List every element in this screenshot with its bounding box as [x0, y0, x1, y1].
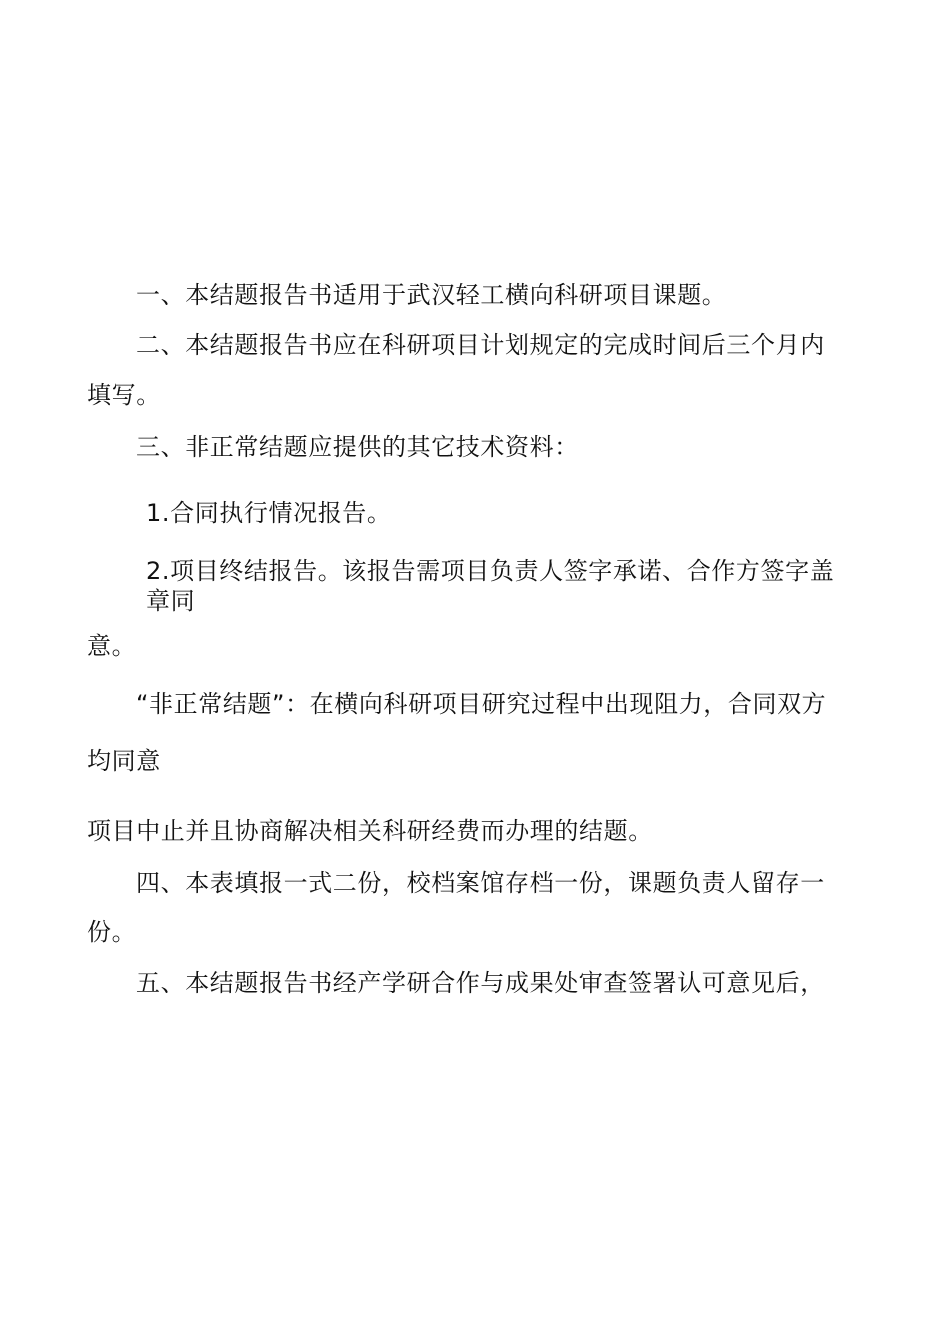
instruction-4-continued: 份。 [87, 918, 137, 946]
instruction-3-item-1: 1.合同执行情况报告。 [146, 499, 392, 527]
instruction-3-item-2: 2.项目终结报告。该报告需项目负责人签字承诺、合作方签字盖 [146, 557, 835, 585]
instruction-3: 三、非正常结题应提供的其它技术资料： [136, 433, 579, 461]
definition-paragraph: “非正常结题”：在横向科研项目研究过程中出现阻力，合同双方 [136, 690, 827, 718]
instruction-2-continued: 填写。 [87, 381, 161, 409]
instruction-2: 二、本结题报告书应在科研项目计划规定的完成时间后三个月内 [136, 331, 825, 359]
instruction-4: 四、本表填报一式二份，校档案馆存档一份，课题负责人留存一 [136, 869, 825, 897]
instruction-1: 一、本结题报告书适用于武汉轻工横向科研项目课题。 [136, 281, 727, 309]
instruction-5: 五、本结题报告书经产学研合作与成果处审查签署认可意见后， [136, 969, 825, 997]
definition-paragraph-wrap: 均同意 [87, 747, 161, 775]
instruction-3-item-2-continued: 意。 [87, 632, 137, 660]
instruction-3-item-2-wrap: 章同 [146, 587, 196, 615]
definition-paragraph-continued: 项目中止并且协商解决相关科研经费而办理的结题。 [87, 817, 653, 845]
